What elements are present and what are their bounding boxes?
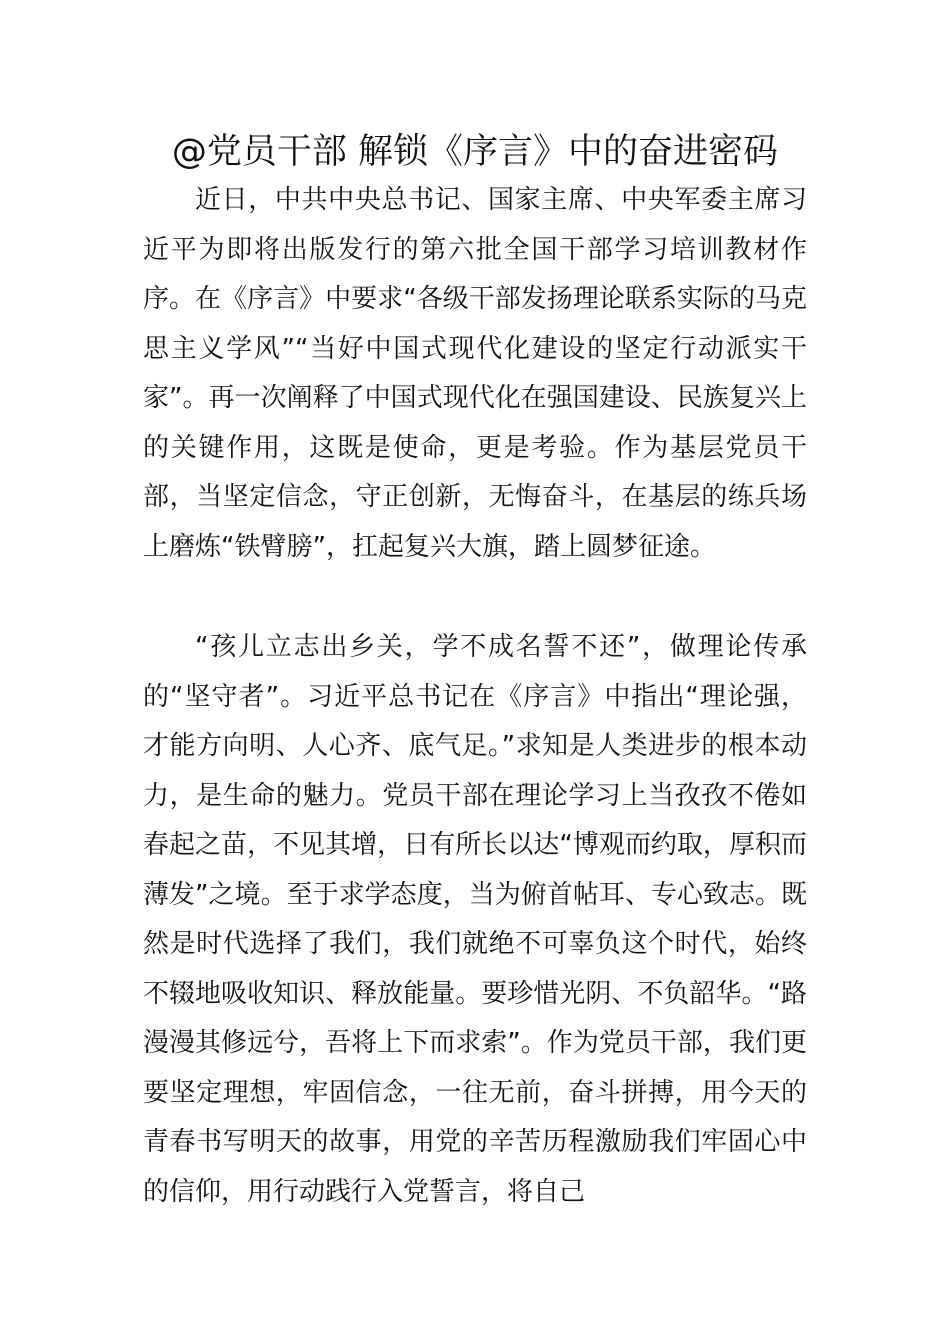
paragraph-2: “孩儿立志出乡关，学不成名誓不还”，做理论传承的“坚守者”。习近平总书记在《序言》中指出“理论强，才能方向明、人心齐、底气足。”求知是人类进步的根本动力，是生命的魅力。党员干部在理论学习上当孜孜不倦如春起之苗，不见其增，日有所长以达“博观而约取，厚积而薄发”之境。至于求学态度，当为俯首帖耳、专心致志。既然是时代选择了我们，我们就绝不可辜负这个时代，始终不辍地吸收知识、释放能量。要珍惜光阴、不负韶华。“路漫漫其修远兮，吾将上下而求索”。作为党员干部，我们更要坚定理想，牢固信念，一往无前，奋斗拼搏，用今天的青春书写明天的故事，用党的辛苦历程激励我们牢固心中的信仰，用行动践行入党誓言，将自己 — [143, 632, 807, 1207]
document-title: @党员干部 解锁《序言》中的奋进密码 — [171, 132, 779, 172]
paragraph-1: 近日，中共中央总书记、国家主席、中央军委主席习近平为即将出版发行的第六批全国干部学习培训教材作序。在《序言》中要求“各级干部发扬理论联系实际的马克思主义学风”“当好中国式现代化建设的坚定行动派实干家”。再一次阐释了中国式现代化在强国建设、民族复兴上的关键作用，这既是使命，更是考验。作为基层党员干部，当坚定信念，守正创新，无悔奋斗，在基层的练兵场上磨炼“铁臂膀”，扛起复兴大旗，踏上圆梦征途。 — [143, 185, 807, 562]
